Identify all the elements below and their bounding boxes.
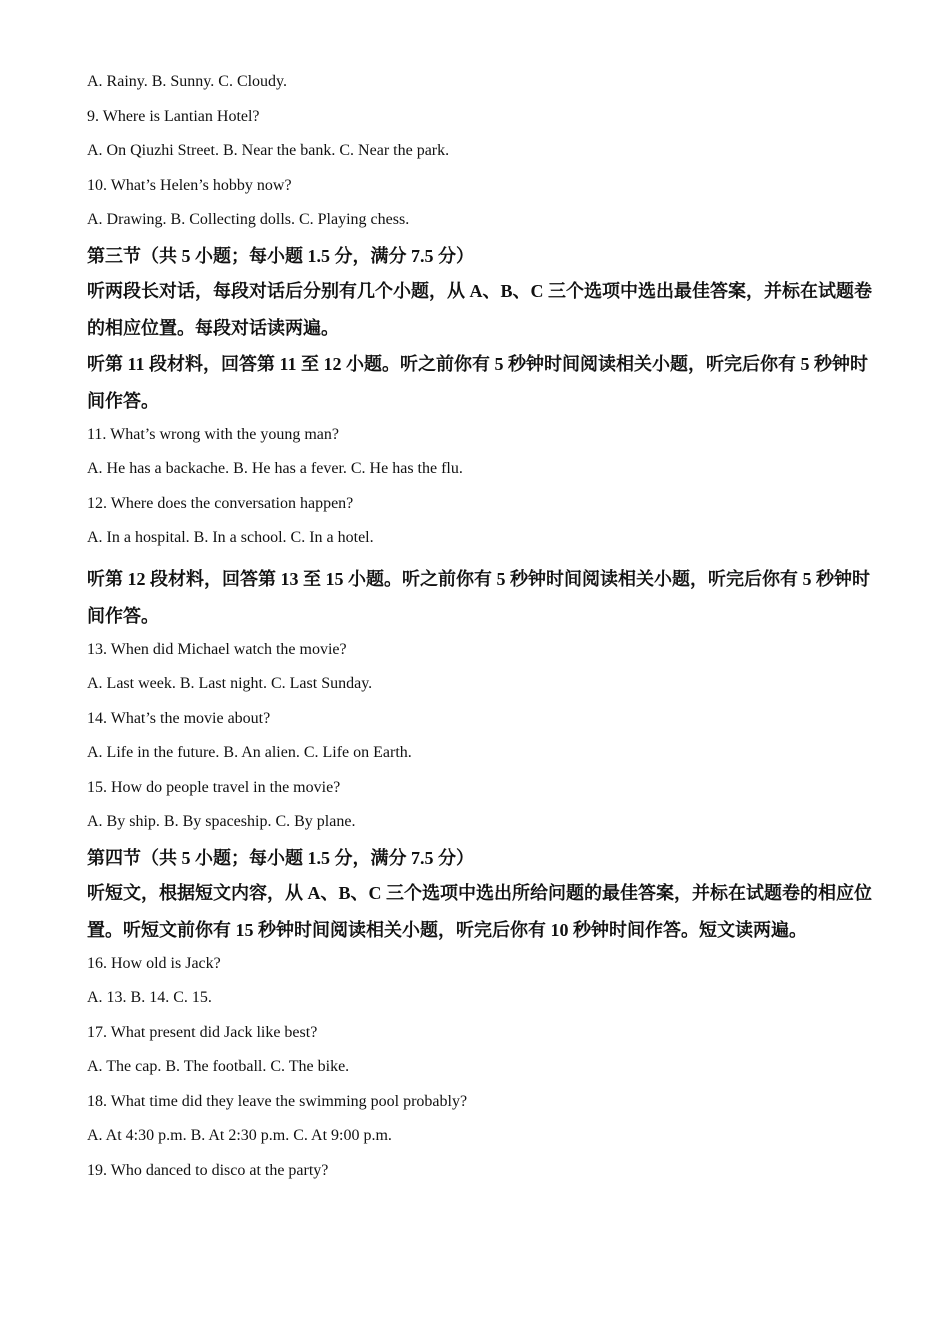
option-line: A. At 4:30 p.m. B. At 2:30 p.m. C. At 9:00 p.m. (87, 1127, 392, 1144)
section-heading: 第三节（共 5 小题；每小题 1.5 分，满分 7.5 分） (87, 245, 474, 266)
section-heading: 第四节（共 5 小题；每小题 1.5 分，满分 7.5 分） (87, 847, 474, 868)
question-line: 14. What’s the movie about? (87, 709, 271, 727)
option-line: A. He has a backache. B. He has a fever. C. He has the flu. (87, 460, 463, 477)
document-page (87, 72, 877, 1195)
material-instruction: 听第 11 段材料，回答第 11 至 12 小题。听之前你有 5 秒钟时间阅读相关小题，听完后你有 5 秒钟时间作答。 (87, 353, 869, 411)
question-line: 13. When did Michael watch the movie? (87, 640, 347, 658)
question-line: 12. Where does the conversation happen? (87, 494, 354, 512)
option-line: A. Life in the future. B. An alien. C. Life on Earth. (87, 744, 412, 761)
option-line: A. Last week. B. Last night. C. Last Sunday. (87, 675, 373, 692)
option-line: A. Drawing. B. Collecting dolls. C. Playing chess. (87, 211, 410, 228)
section-instruction: 听短文，根据短文内容，从 A、B、C 三个选项中选出所给问题的最佳答案，并标在试题卷的相应位置。听短文前你有 15 秒钟时间阅读相关小题，听完后你有 10 秒钟时间作答。短文读两遍。 (87, 882, 872, 940)
section-instruction: 听两段长对话，每段对话后分别有几个小题，从 A、B、C 三个选项中选出最佳答案，并标在试题卷的相应位置。每段对话读两遍。 (87, 280, 872, 338)
option-line: A. 13. B. 14. C. 15. (87, 989, 212, 1006)
material-instruction: 听第 12 段材料，回答第 13 至 15 小题。听之前你有 5 秒钟时间阅读相关小题，听完后你有 5 秒钟时间作答。 (87, 568, 870, 626)
question-line: 15. How do people travel in the movie? (87, 778, 341, 796)
question-line: 19. Who danced to disco at the party? (87, 1161, 329, 1179)
question-line: 9. Where is Lantian Hotel? (87, 107, 260, 125)
question-line: 10. What’s Helen’s hobby now? (87, 176, 292, 194)
option-line: A. In a hospital. B. In a school. C. In a hotel. (87, 529, 374, 546)
question-line: 11. What’s wrong with the young man? (87, 425, 339, 443)
question-line: 17. What present did Jack like best? (87, 1023, 318, 1041)
option-line: A. Rainy. B. Sunny. C. Cloudy. (87, 73, 288, 90)
option-line: A. By ship. B. By spaceship. C. By plane. (87, 813, 356, 830)
question-line: 18. What time did they leave the swimming pool probably? (87, 1092, 468, 1110)
option-line: A. The cap. B. The football. C. The bike. (87, 1058, 350, 1075)
question-line: 16. How old is Jack? (87, 954, 221, 972)
option-line: A. On Qiuzhi Street. B. Near the bank. C. Near the park. (87, 142, 450, 159)
